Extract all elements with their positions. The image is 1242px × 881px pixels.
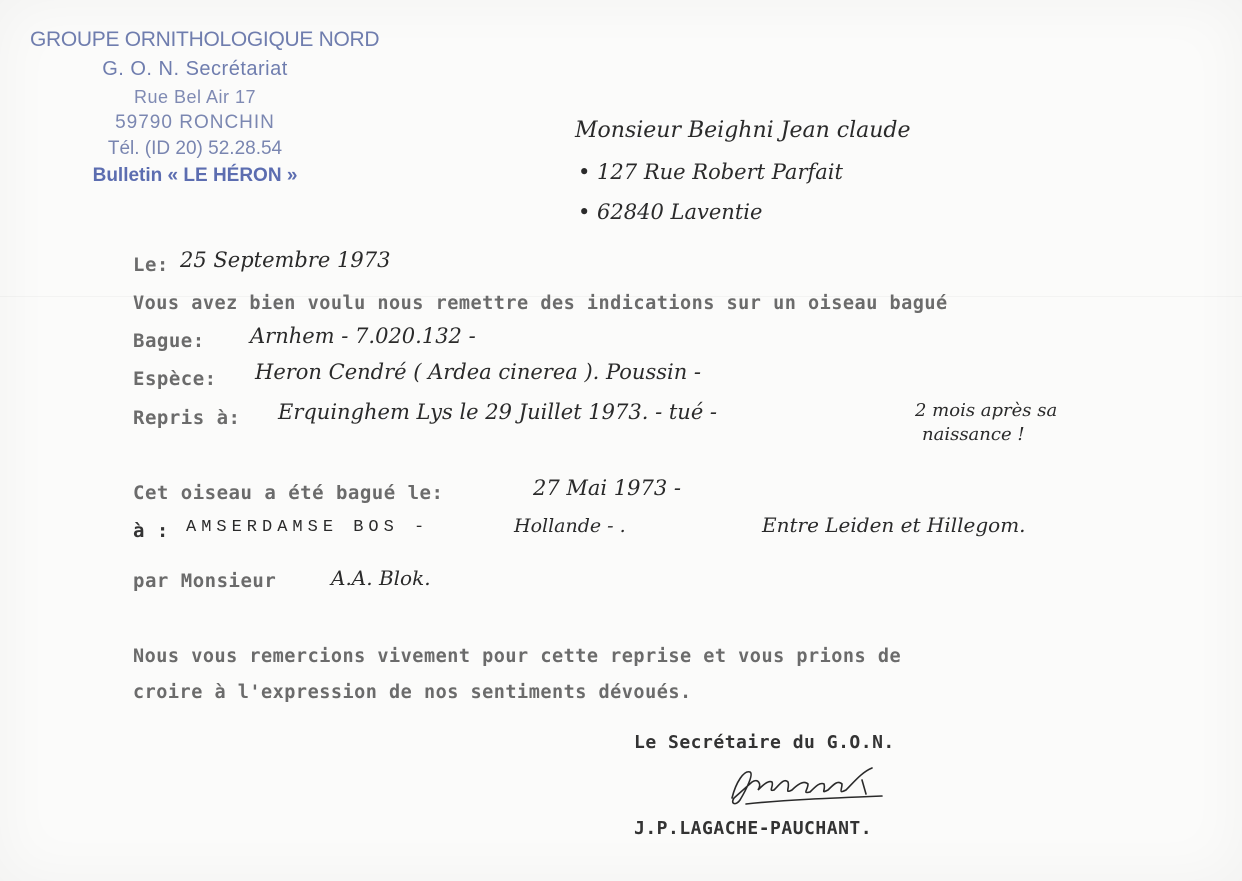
recipient-street: • 127 Rue Robert Parfait	[578, 160, 843, 184]
recipient-city: • 62840 Laventie	[578, 200, 763, 224]
place-label: à :	[133, 520, 169, 542]
recovery-value: Erquinghem Lys le 29 Juillet 1973. - tué -	[278, 400, 718, 424]
species-value: Heron Cendré ( Ardea cinerea ). Poussin -	[255, 360, 702, 384]
species-label: Espèce:	[133, 368, 217, 390]
stamp-bulletin: Bulletin « LE HÉRON »	[92, 165, 298, 186]
recovery-label: Repris à:	[133, 407, 241, 429]
signatory-title: Le Secrétaire du G.O.N.	[634, 732, 895, 753]
signatory-name: J.P.LAGACHE-PAUCHANT.	[634, 818, 873, 839]
ring-value: Arnhem - 7.020.132 -	[250, 324, 476, 348]
place-value: AMSERDAMSE BOS -	[186, 518, 430, 537]
intro-line: Vous avez bien voulu nous remettre des indications sur un oiseau bagué	[133, 293, 948, 314]
stamp-phone: Tél. (ID 20) 52.28.54	[107, 138, 283, 159]
stamp-street: Rue Bel Air 17	[133, 87, 257, 107]
stamp-city: 59790 RONCHIN	[115, 112, 275, 133]
ring-label: Bague:	[133, 330, 205, 352]
recipient-name: Monsieur Beighni Jean claude	[575, 118, 911, 143]
handwritten-signature	[722, 760, 897, 810]
place-detail: Entre Leiden et Hillegom.	[762, 513, 1026, 537]
ringer-label: par Monsieur	[133, 570, 277, 592]
closing-line-1: Nous vous remercions vivement pour cette reprise et vous prions de	[133, 646, 902, 667]
ringed-label: Cet oiseau a été bagué le:	[133, 482, 444, 504]
place-country: Hollande - .	[514, 515, 626, 537]
closing-line-2: croire à l'expression de nos sentiments dévoués.	[133, 682, 692, 703]
ringer-value: A.A. Blok.	[331, 566, 431, 590]
ringed-value: 27 Mai 1973 -	[533, 476, 682, 500]
stamp-secretariat: G. O. N. Secrétariat	[102, 58, 288, 80]
date-label: Le:	[133, 254, 169, 276]
recovery-note-line2: naissance !	[922, 424, 1025, 445]
stamp-org-name: GROUPE ORNITHOLOGIQUE NORD	[30, 28, 380, 51]
recovery-note-line1: 2 mois après sa	[915, 400, 1058, 421]
date-value: 25 Septembre 1973	[180, 248, 391, 272]
